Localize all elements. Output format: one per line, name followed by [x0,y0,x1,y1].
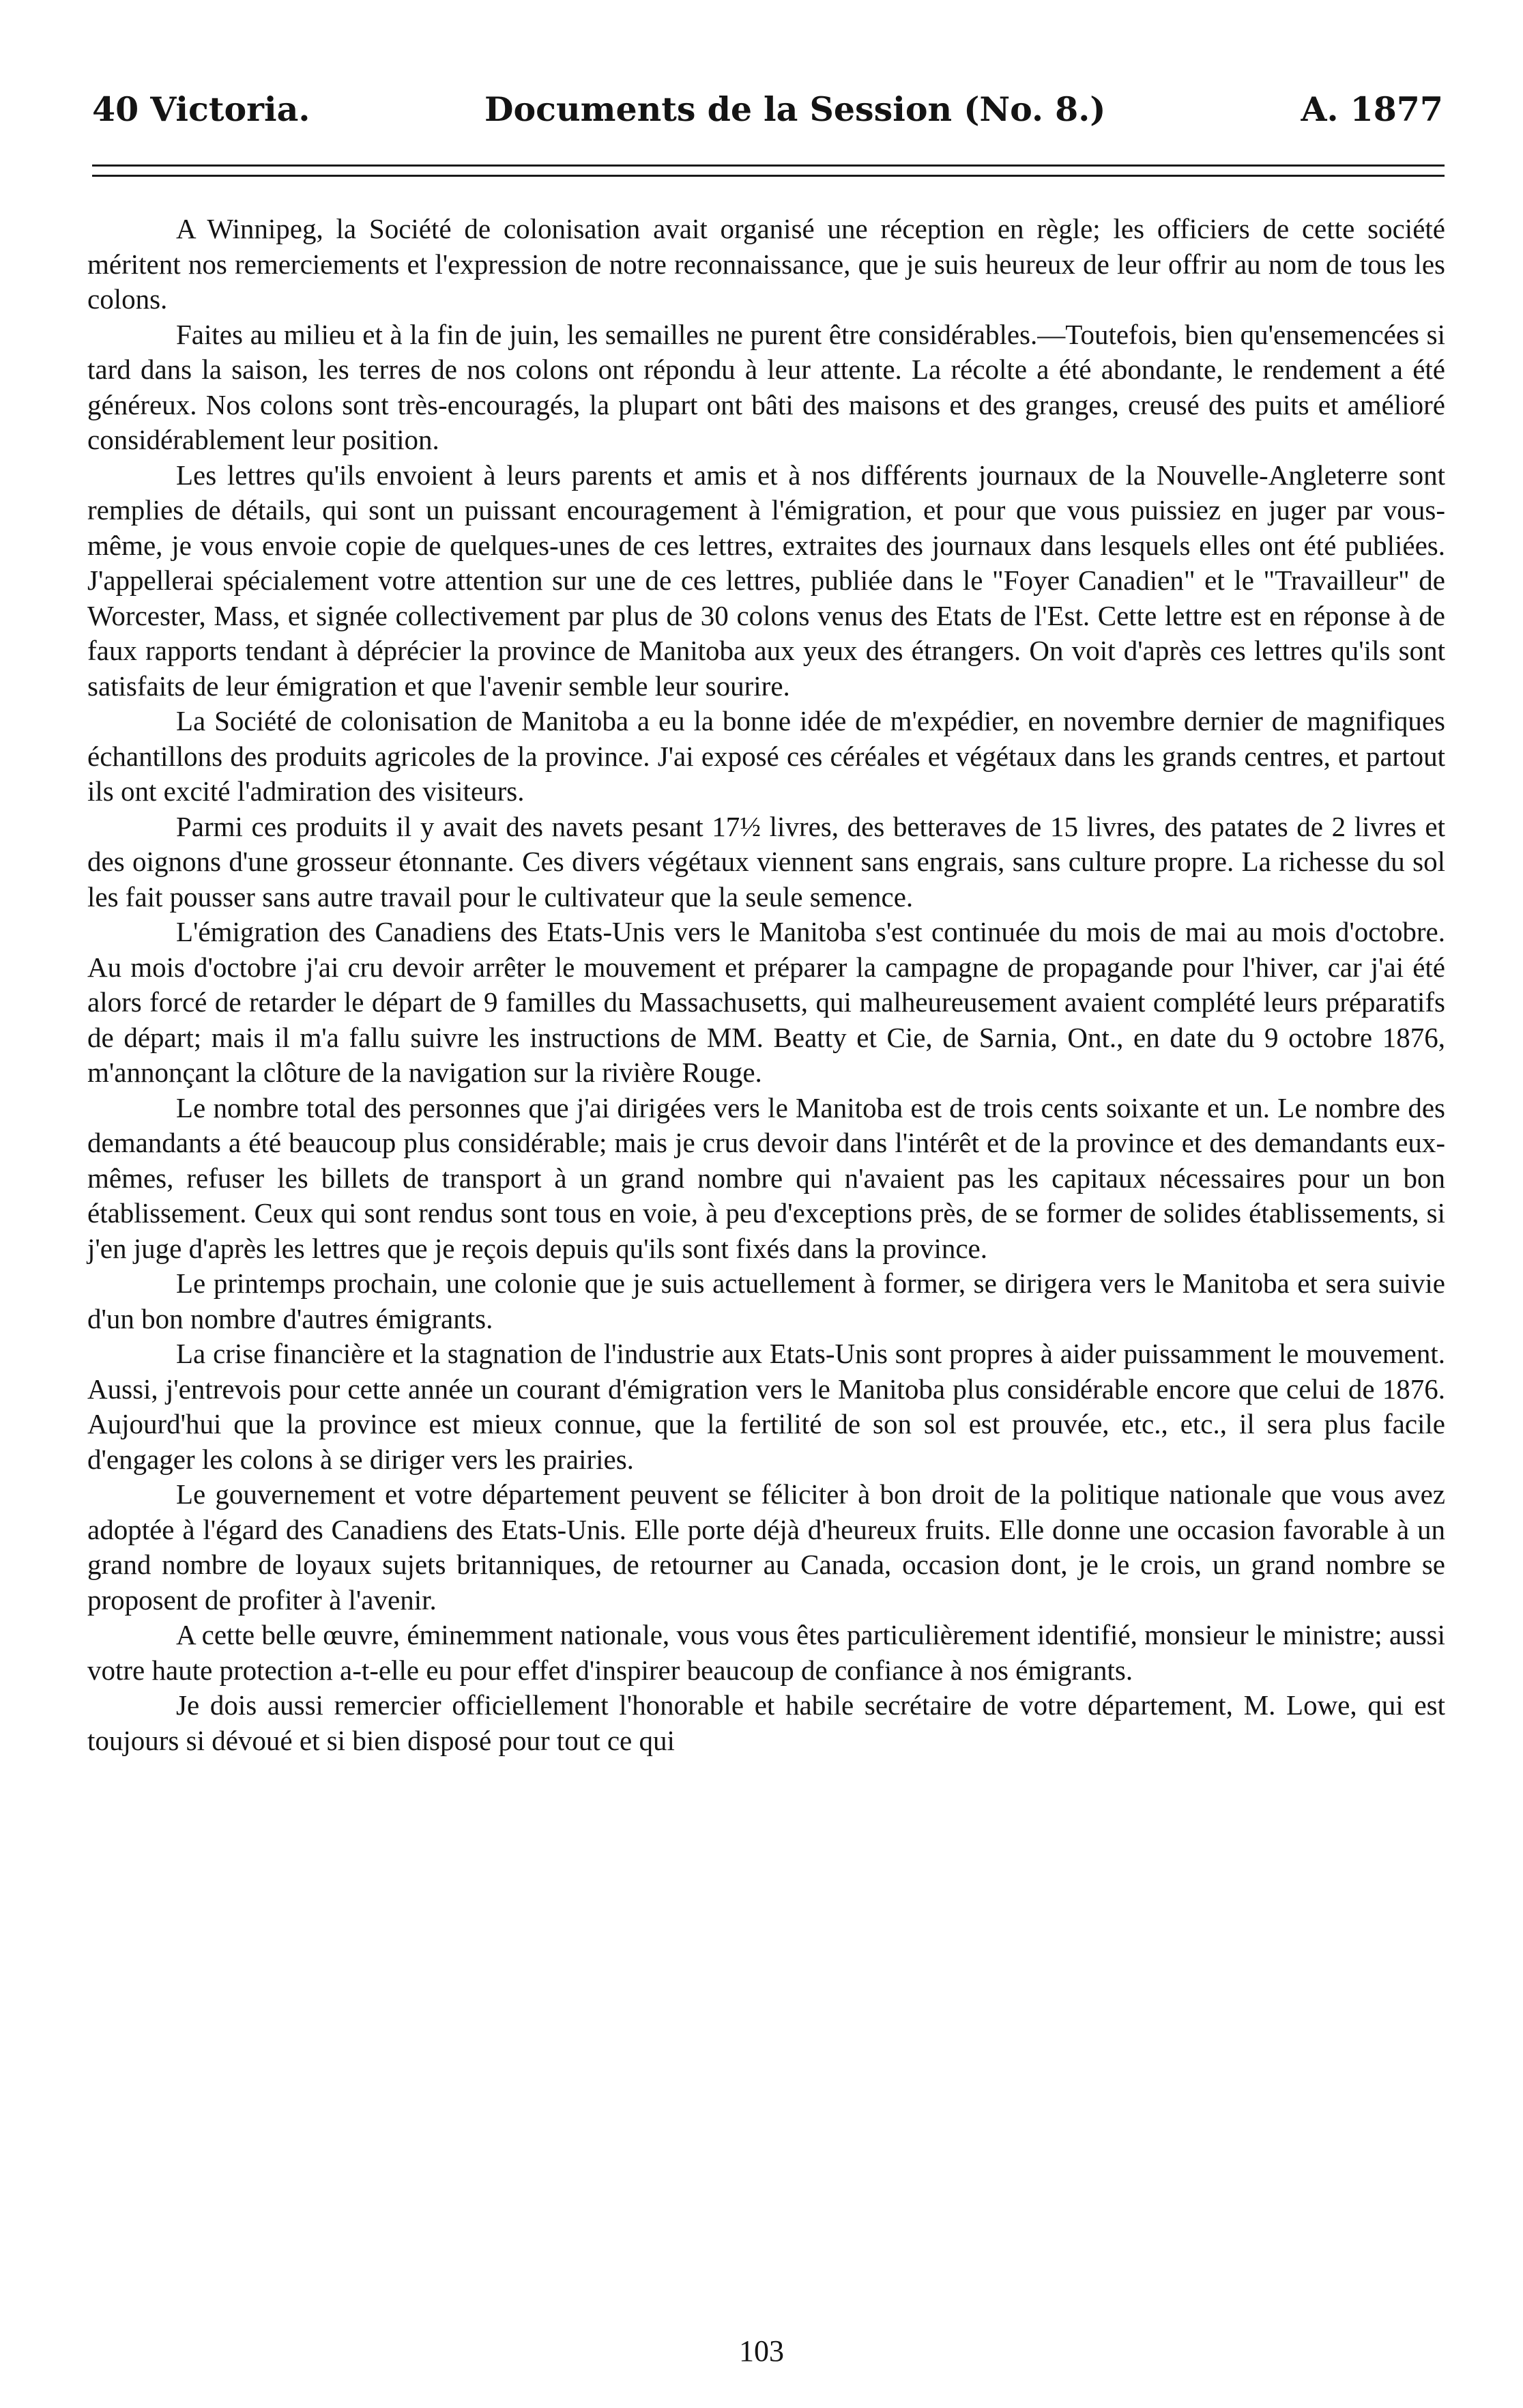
header-rule-bottom [92,175,1445,177]
paragraph: Faites au milieu et à la fin de juin, les semailles ne purent être considérables.—Toutefois, bien qu'ensemencées si tard dans la saison, les terres de nos colons ont répondu à leur attente. La récolte a été abondante, le rendement a été généreux. Nos colons sont très-encouragés, la plupart ont bâti des maisons et des granges, creusé des puits et amélioré considérablement leur position. [87,318,1445,455]
paragraph: Le gouvernement et votre département peuvent se féliciter à bon droit de la politique nationale que vous avez adoptée à l'égard des Canadiens des Etats-Unis. Elle porte déjà d'heureux fruits. Elle donne une occasion favorable à un grand nombre de loyaux sujets britanniques, de retourner au Canada, occasion dont, je le crois, un grand nombre se proposent de profiter à l'avenir. [87,1478,1445,1616]
header-title: Documents de la Session (No. 8.) [484,89,1106,129]
paragraph: L'émigration des Canadiens des Etats-Unis vers le Manitoba s'est continuée du mois de mai au mois d'octobre. Au mois d'octobre j'ai cru devoir arrêter le mouvement et préparer la campagne de propagande pour l'hiver, car j'ai été alors forcé de retarder le départ de 9 familles du Massachusetts, qui malheureusement avaient complété leurs préparatifs de départ; mais il m'a fallu suivre les instructions de MM. Beatty et Cie, de Sarnia, Ont., en date du 9 octobre 1876, m'annonçant la clôture de la navigation sur la rivière Rouge. [87,916,1445,1088]
paragraph: Le printemps prochain, une colonie que je suis actuellement à former, se dirigera vers le Manitoba et sera suivie d'un bon nombre d'autres émigrants. [87,1267,1445,1334]
paragraph: Le nombre total des personnes que j'ai dirigées vers le Manitoba est de trois cents soixante et un. Le nombre des demandants a été beaucoup plus considérable; mais je crus devoir dans l'intérêt et de la province et des demandants eux-mêmes, refuser les billets de transport à un grand nombre qui n'avaient pas les capitaux nécessaires pour un bon établissement. Ceux qui sont rendus sont tous en voie, à peu d'exceptions près, de se former de solides établissements, si j'en juge d'après les lettres que je reçois depuis qu'ils sont fixés dans la province. [87,1091,1445,1264]
paragraph: La Société de colonisation de Manitoba a eu la bonne idée de m'expédier, en novembre dernier de magnifiques échantillons des produits agricoles de la province. J'ai exposé ces céréales et végétaux dans les grands centres, et partout ils ont excité l'admiration des visiteurs. [87,705,1445,807]
header-year: A. 1877 [1301,89,1443,129]
paragraph: A cette belle œuvre, éminemment nationale, vous vous êtes particulièrement identifié, monsieur le ministre; aussi votre haute protection a-t-elle eu pour effet d'inspirer beaucoup de confiance à nos émigrants. [87,1619,1445,1686]
paragraph: A Winnipeg, la Société de colonisation avait organisé une réception en règle; les officiers de cette société méritent nos remerciements et l'expression de notre reconnaissance, que je suis heureux de leur offrir au nom de tous les colons. [87,213,1445,315]
paragraph: La crise financière et la stagnation de l'industrie aux Etats-Unis sont propres à aider puissamment le mouvement. Aussi, j'entrevois pour cette année un courant d'émigration vers le Manitoba plus considérable encore que celui de 1876. Aujourd'hui que la province est mieux connue, que la fertilité de son sol est prouvée, etc., etc., il sera plus facile d'engager les colons à se diriger vers les prairies. [87,1338,1445,1475]
body-text [87,212,1445,1758]
paragraph: Les lettres qu'ils envoient à leurs parents et amis et à nos différents journaux de la Nouvelle-Angleterre sont remplies de détails, qui sont un puissant encouragement à l'émigration, et pour que vous puissiez en juger par vous-même, je vous envoie copie de quelques-unes de ces lettres, extraites des journaux dans lesquels elles ont été publiées. J'appellerai spécialement votre attention sur une de ces lettres, publiée dans le "Foyer Canadien" et le "Travailleur" de Worcester, Mass, et signée collectivement par plus de 30 colons venus des Etats de l'Est. Cette lettre est en réponse à de faux rapports tendant à déprécier la province de Manitoba aux yeux des étrangers. On voit d'après ces lettres qu'ils sont satisfaits de leur émigration et que l'avenir semble leur sourire. [87,459,1445,702]
paragraph: Je dois aussi remercier officiellement l'honorable et habile secrétaire de votre département, M. Lowe, qui est toujours si dévoué et si bien disposé pour tout ce qui [87,1689,1445,1756]
header-regnal-year: 40 Victoria. [92,89,310,129]
page-number: 103 [739,2334,784,2368]
paragraph: Parmi ces produits il y avait des navets pesant 17½ livres, des betteraves de 15 livres, des patates de 2 livres et des oignons d'une grosseur étonnante. Ces divers végétaux viennent sans engrais, sans culture propre. La richesse du sol les fait pousser sans autre travail pour le cultivateur que la seule semence. [87,810,1445,913]
running-header [92,82,1443,137]
header-rule-top [92,164,1445,167]
